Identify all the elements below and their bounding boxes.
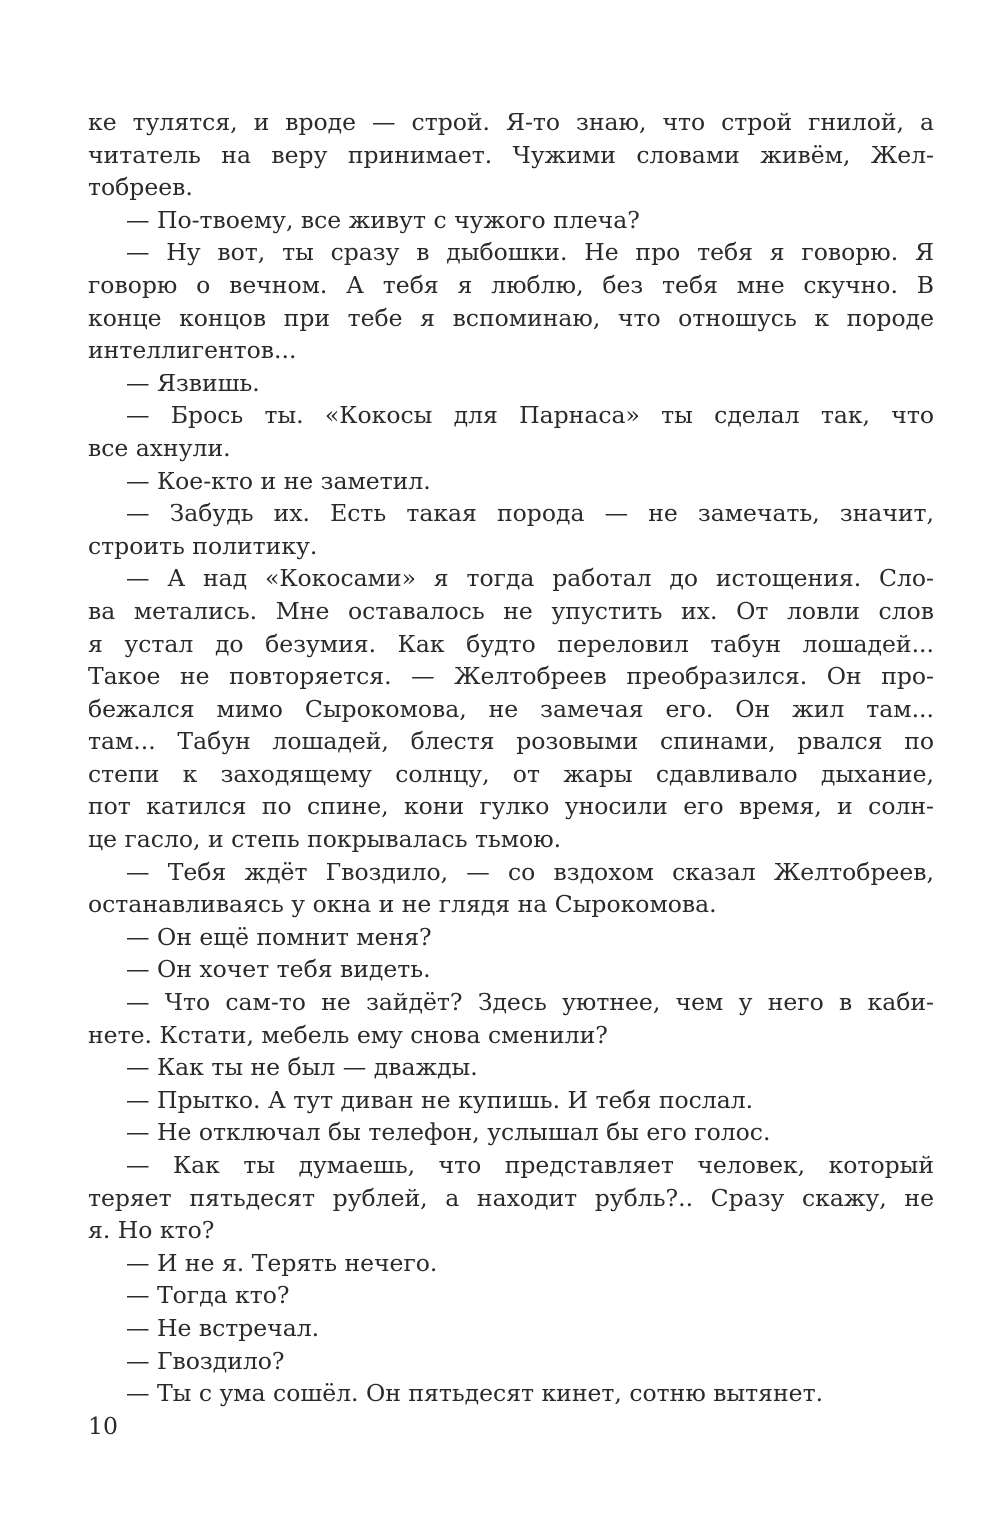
text-line: строить политику. [88,531,318,560]
text-line: — Ну вот, ты сразу в дыбошки. Не про тебя я говорю. Я [126,238,934,267]
text-line: там... Табун лошадей, блестя розовыми спинами, рвался по [88,727,934,756]
text-line: Такое не повторяется. — Желтобреев преобразился. Он про- [88,662,934,691]
text-line: степи к заходящему солнцу, от жары сдавливало дыхание, [88,759,934,788]
text-line: ке тулятся, и вроде — строй. Я-то знаю, что строй гнилой, а [88,108,934,136]
page-text [88,106,934,1410]
text-line: пот катился по спине, кони гулко уносили его время, и солн- [88,792,934,821]
text-line: — По-твоему, все живут с чужого плеча? [126,205,640,234]
text-line: — Не отключал бы телефон, услышал бы его голос. [126,1118,771,1147]
text-line: нете. Кстати, мебель ему снова сменили? [88,1020,608,1049]
text-line: — А над «Кокосами» я тогда работал до истощения. Сло- [126,564,934,593]
text-line: — Брось ты. «Кокосы для Парнаса» ты сделал так, что [126,401,934,430]
text-line: — Не встречал. [126,1313,320,1342]
text-line: — Ты с ума сошёл. Он пятьдесят кинет, сотню вытянет. [126,1379,824,1408]
text-line: — Прытко. А тут диван не купишь. И тебя послал. [126,1085,754,1114]
text-line: — Тогда кто? [126,1281,290,1310]
text-line: ва метались. Мне оставалось не упустить их. От ловли слов [88,596,934,625]
text-line: — Что сам-то не зайдёт? Здесь уютнее, чем у него в каби- [126,988,934,1017]
text-line: тобреев. [88,173,193,202]
text-line: — Язвишь. [126,368,260,397]
text-line: — И не я. Терять нечего. [126,1248,438,1277]
text-line: все ахнули. [88,433,231,462]
text-line: — Забудь их. Есть такая порода — не замечать, значит, [126,499,934,528]
text-line: я. Но кто? [88,1216,215,1245]
text-line: останавливаясь у окна и не глядя на Сырокомова. [88,890,717,919]
text-line: теряет пятьдесят рублей, а находит рубль?.. Сразу скажу, не [88,1183,934,1212]
text-line: — Как ты не был — дважды. [126,1053,478,1082]
text-line: це гасло, и степь покрывалась тьмою. [88,825,562,854]
text-line: — Как ты думаешь, что представляет человек, который [126,1151,934,1179]
text-line: — Он хочет тебя видеть. [126,955,431,984]
text-line: — Тебя ждёт Гвоздило, — со вздохом сказал Желтобреев, [126,857,934,886]
text-line: бежался мимо Сырокомова, не замечая его. Он жил там... [88,694,934,723]
text-line: я устал до безумия. Как будто переловил табун лошадей... [88,629,934,658]
text-line: говорю о вечном. А тебя я люблю, без тебя мне скучно. В [88,270,934,299]
text-line: — Он ещё помнит меня? [126,922,432,951]
text-line: — Гвоздило? [126,1346,285,1375]
page-number: 10 [88,1412,118,1440]
text-line: интеллигентов... [88,336,297,365]
text-line: читатель на веру принимает. Чужими словами живём, Жел- [88,140,934,169]
text-line: конце концов при тебе я вспоминаю, что отношусь к породе [88,303,934,332]
text-line: — Кое-кто и не заметил. [126,466,431,495]
